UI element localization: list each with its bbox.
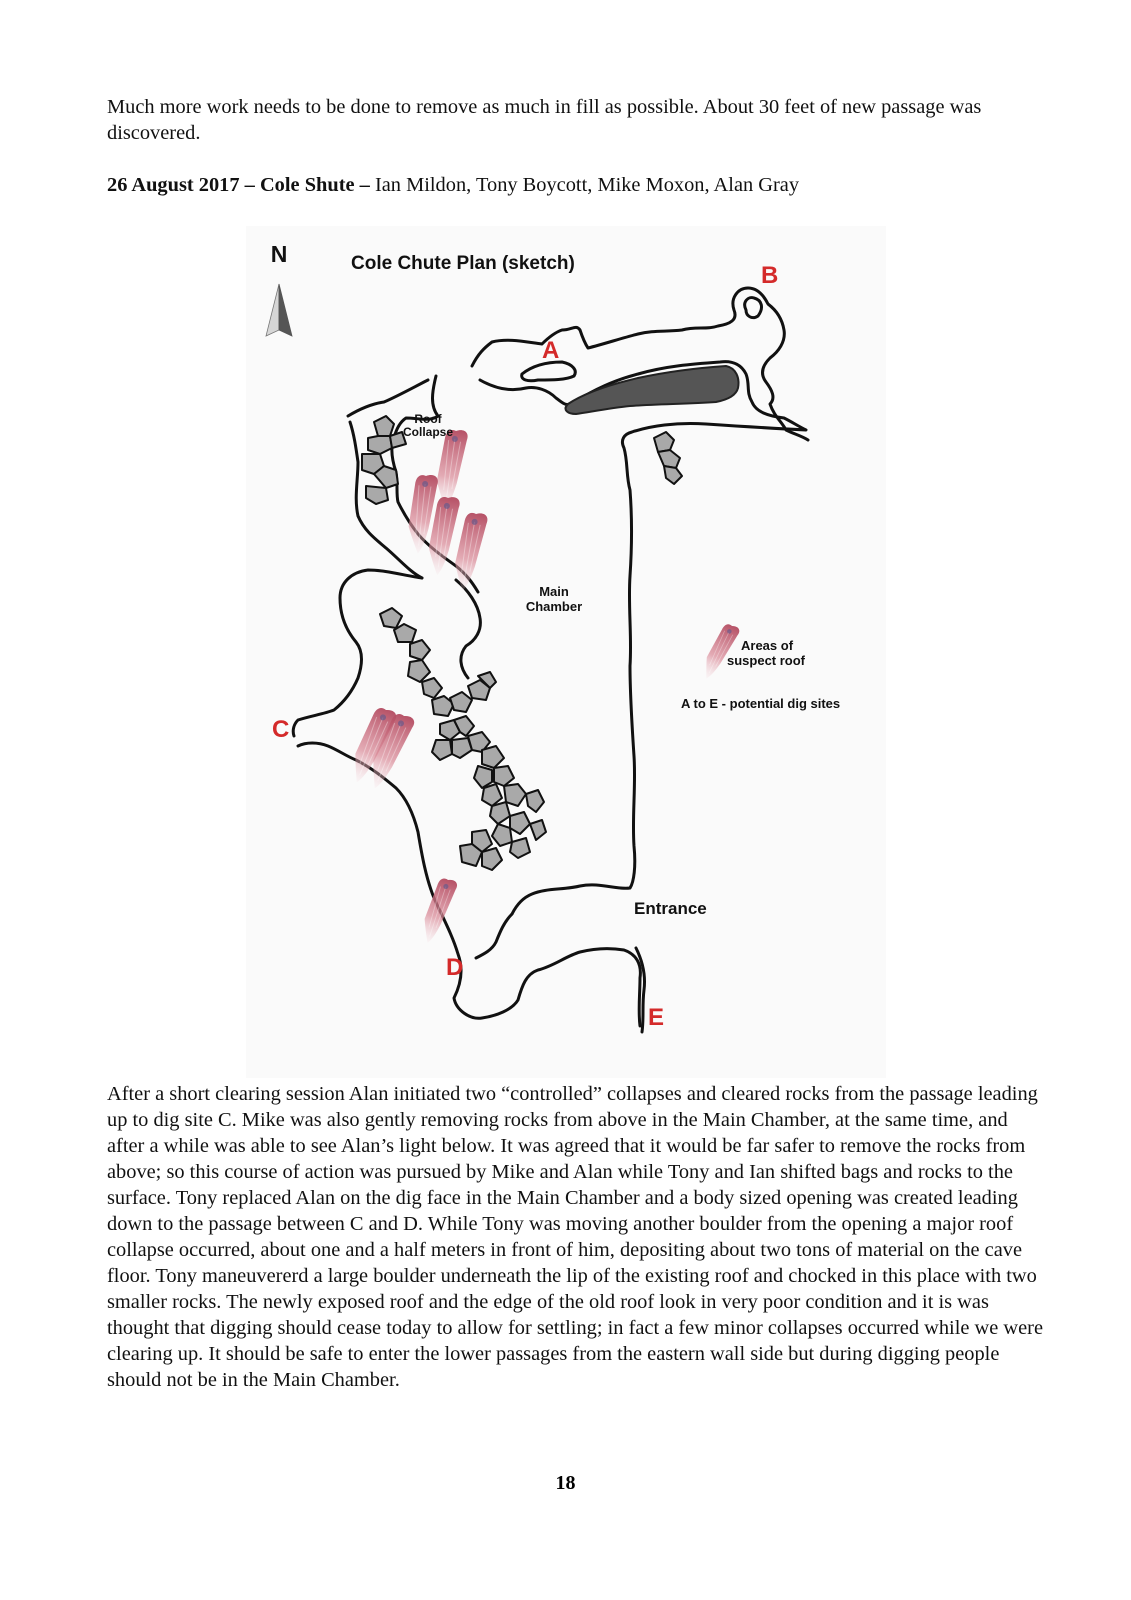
roof-collapse-label-2: Collapse [402,425,454,439]
dig-site-a-label: A [542,337,560,364]
suspect-roof-areas [346,428,489,947]
legend-suspect-roof-icon [698,621,741,683]
body-paragraph: After a short clearing session Alan initiated two “controlled” collapses and cleared rocks from the passage leading up to dig site C. Mike was also gently removing rocks from above in the Main Chamber, at the same time, and after a while was able to see Alan’s light below. It was agreed that it would be far safer to remove the rocks from above; so this course of action was pursued by Mike and Alan while Tony and Ian shifted bags and rocks to the surface. Tony replaced Alan on the dig face in the Main Chamber and a body sized opening was created leading down to the passage between C and D. While Tony was moving another boulder from the opening a major roof collapse occurred, about one and a half meters in front of him, depositing about two tons of material on the cave floor. Tony maneuvererd a large boulder underneath the lip of the existing roof and chocked in this place with two smaller rocks. The newly exposed roof and the edge of the old roof look in very poor condition and it is was thought that digging should cease today to allow for settling; in fact a few minor collapses occurred while we were clearing up. It should be safe to enter the lower passages from the eastern wall side but during digging people should not be in the Main Chamber. [107,1083,1043,1391]
intro-paragraph: Much more work needs to be done to remove as much in fill as possible. About 30 feet of new passage was discovered. [107,96,982,144]
dig-site-e-label: E [648,1004,665,1031]
legend-label-1: Areas of [741,638,794,653]
rock-cluster-roof-collapse [362,416,406,504]
main-chamber-label-2: Chamber [525,599,583,614]
dark-rock-feature [566,366,739,414]
north-arrow-icon [266,284,292,336]
north-label: N [270,241,288,267]
dig-site-c-label: C [272,716,290,743]
legend-label-2: suspect roof [727,653,806,668]
rock-cluster-northeast [654,432,682,484]
dig-site-b-label: B [761,262,779,289]
entry-attendees: Ian Mildon, Tony Boycott, Mike Moxon, Alan Gray [369,174,800,196]
figure-title: Cole Chute Plan (sketch) [351,253,575,274]
dig-site-d-label: D [446,954,464,981]
entrance-label: Entrance [634,899,707,918]
roof-collapse-label-1: Roof [414,412,442,426]
entry-date-title: 26 August 2017 – Cole Shute – [107,174,370,196]
entry-heading [107,172,1027,198]
legend-note: A to E - potential dig sites [681,696,841,711]
page-number: 18 [555,1472,576,1494]
cave-plan-figure [246,226,886,1078]
main-chamber-label-1: Main [539,584,569,599]
site-a-outline [522,362,576,381]
